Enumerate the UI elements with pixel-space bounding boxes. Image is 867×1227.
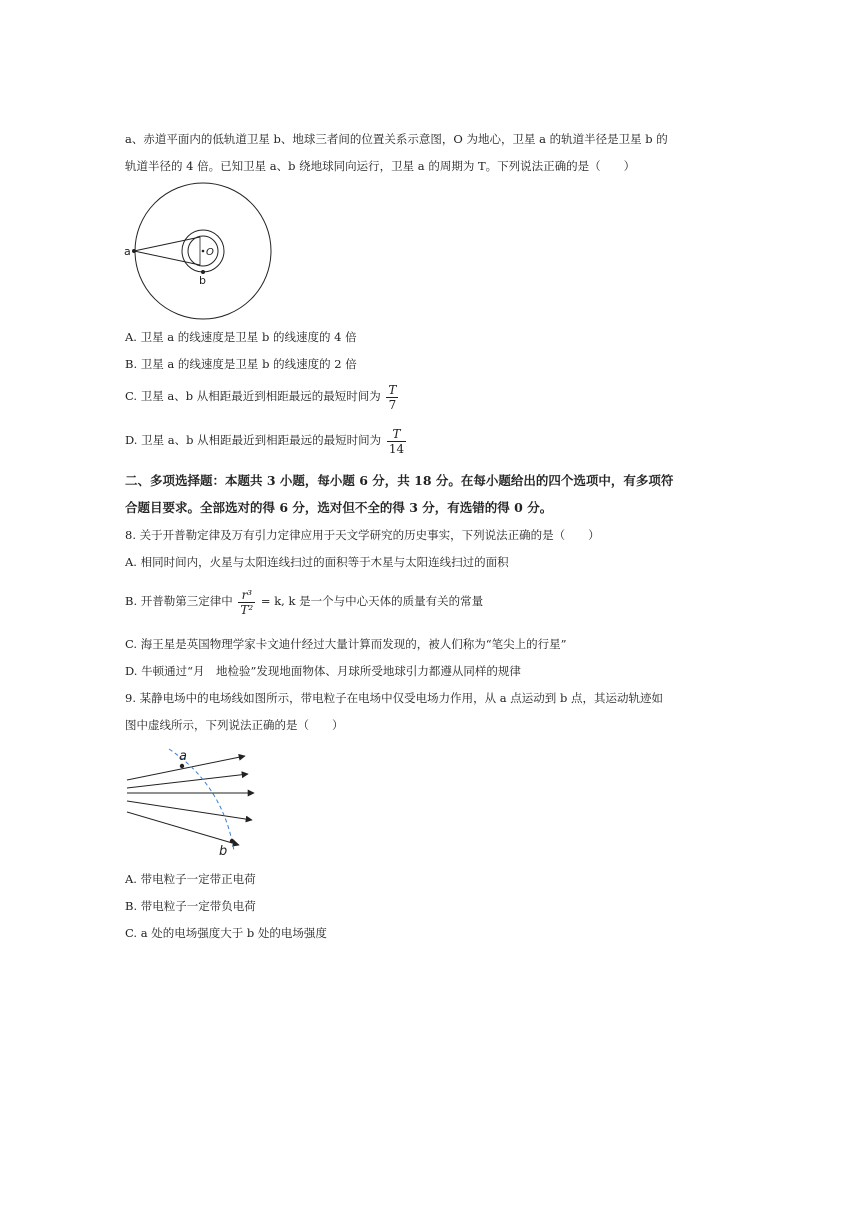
q7-option-d <box>125 423 408 457</box>
q8-option-d: D. 牛顿通过“月 地检验”发现地面物体、月球所受地球引力都遵从同样的规律 <box>125 664 521 678</box>
electric-field-figure <box>120 745 265 860</box>
q7-option-d-fraction <box>387 427 406 456</box>
q9-stem-line2: 图中虚线所示，下列说法正确的是（ ） <box>125 718 344 732</box>
field-line-5 <box>127 812 239 845</box>
q7-stem-line1: a、赤道平面内的低轨道卫星 b、地球三者间的位置关系示意图，O 为地心，卫星 a 的轨道半径是卫星 b 的 <box>125 132 668 146</box>
q7-option-b: B. 卫星 a 的线速度是卫星 b 的线速度的 2 倍 <box>125 357 357 371</box>
section2-heading-line2: 合题目要求。全部选对的得 6 分，选对但不全的得 3 分，有选错的得 0 分。 <box>125 500 553 515</box>
q8-option-b-prefix: B. 开普勒第三定律中 <box>125 594 233 608</box>
q7-option-c <box>125 379 400 413</box>
label-b: b <box>199 274 206 287</box>
q8-option-a: A. 相同时间内，火星与太阳连线扫过的面积等于木星与太阳连线扫过的面积 <box>125 555 509 569</box>
q7-option-d-numerator: T <box>387 427 406 442</box>
q8-stem: 8. 关于开普勒定律及万有引力定律应用于天文学研究的历史事实，下列说法正确的是（ ） <box>125 528 600 542</box>
q7-option-d-text: D. 卫星 a、b 从相距最近到相距最远的最短时间为 <box>125 433 382 447</box>
label-a: a <box>179 749 187 764</box>
q7-option-c-numerator: T <box>388 382 397 397</box>
q9-option-c: C. a 处的电场强度大于 b 处的电场强度 <box>125 926 327 940</box>
q8-option-b-numerator: r³ <box>238 588 255 603</box>
q7-option-d-denominator: 14 <box>388 441 405 456</box>
q9-option-a: A. 带电粒子一定带正电荷 <box>125 872 256 886</box>
q7-stem-line2: 轨道半径的 4 倍。已知卫星 a、b 绕地球同向运行，卫星 a 的周期为 T。下列说法正确的是（ ） <box>125 159 636 173</box>
particle-trajectory <box>169 749 234 851</box>
q9-option-b: B. 带电粒子一定带负电荷 <box>125 899 256 913</box>
q8-option-b-denominator: T² <box>240 602 254 617</box>
q8-option-b <box>125 583 483 619</box>
point-a-dot <box>180 764 184 768</box>
q8-option-b-fraction <box>238 588 255 617</box>
satellite-a-dot <box>132 249 136 253</box>
label-a: a <box>124 245 131 258</box>
center-o-dot <box>202 250 205 253</box>
q7-option-c-denominator: 7 <box>388 397 397 412</box>
satellite-orbit-figure <box>120 180 280 320</box>
label-b: b <box>219 844 228 859</box>
point-b-dot <box>230 839 234 843</box>
q7-option-a: A. 卫星 a 的线速度是卫星 b 的线速度的 4 倍 <box>125 330 357 344</box>
q7-option-c-fraction <box>386 383 398 412</box>
q7-option-c-text: C. 卫星 a、b 从相距最近到相距最远的最短时间为 <box>125 389 381 403</box>
section2-heading-line1: 二、多项选择题：本题共 3 小题，每小题 6 分，共 18 分。在每小题给出的四个选项中，有多项符 <box>125 473 674 488</box>
q9-stem-line1: 9. 某静电场中的电场线如图所示，带电粒子在电场中仅受电场力作用，从 a 点运动到 b 点，其运动轨迹如 <box>125 691 663 705</box>
q8-option-c: C. 海王星是英国物理学家卡文迪什经过大量计算而发现的，被人们称为“笔尖上的行星” <box>125 637 567 651</box>
q8-option-b-suffix: = k, k 是一个与中心天体的质量有关的常量 <box>260 594 484 608</box>
label-o: O <box>206 247 214 258</box>
